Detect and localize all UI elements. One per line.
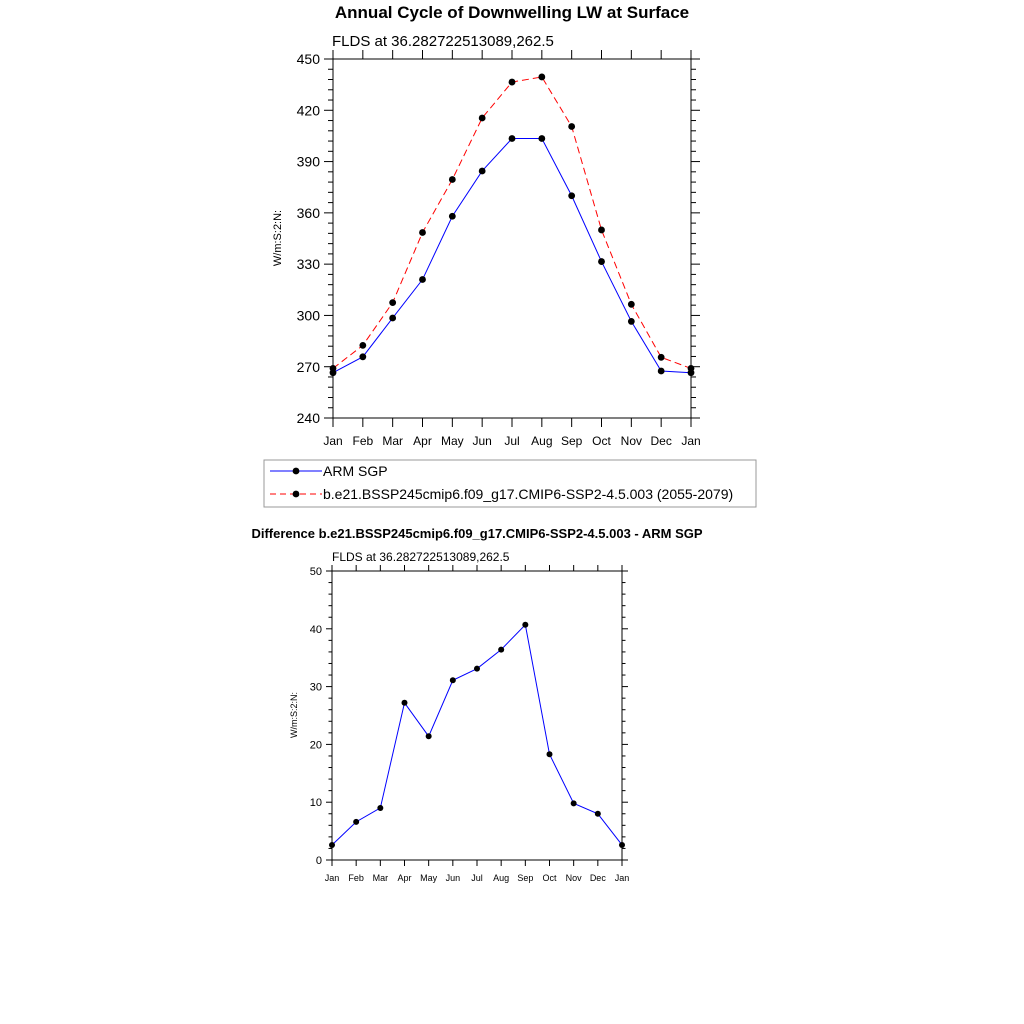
x-tick-label: Jan <box>324 873 340 883</box>
data-point-series-1 <box>426 733 432 739</box>
data-point-series-2 <box>598 227 605 234</box>
x-tick-label: Jul <box>504 434 520 448</box>
data-point-series-1 <box>595 811 601 817</box>
x-tick-label: Dec <box>650 434 672 448</box>
data-point-series-1 <box>628 318 635 325</box>
data-point-series-1 <box>419 276 426 283</box>
x-tick-label: Sep <box>560 434 583 448</box>
x-tick-label: Jun <box>472 434 492 448</box>
data-point-series-1 <box>479 168 486 175</box>
x-tick-label: Feb <box>348 873 364 883</box>
data-point-series-1 <box>571 800 577 806</box>
legend-marker-series-2 <box>293 491 300 498</box>
x-tick-label: Mar <box>372 873 389 883</box>
data-point-series-1 <box>329 842 335 848</box>
data-point-series-1 <box>522 622 528 628</box>
y-tick-label: 30 <box>309 681 322 694</box>
chart-title: Annual Cycle of Downwelling LW at Surface <box>334 3 690 22</box>
data-point-series-2 <box>538 74 545 81</box>
x-tick-label: Jan <box>323 434 343 448</box>
x-tick-label: Aug <box>493 873 510 883</box>
data-point-series-1 <box>402 700 408 706</box>
x-tick-label: Nov <box>620 434 643 448</box>
data-point-series-2 <box>509 79 516 86</box>
data-point-series-1 <box>377 805 383 811</box>
data-point-series-2 <box>330 365 337 372</box>
legend-label-series-2: b.e21.BSSP245cmip6.f09_g17.CMIP6-SSP2-4.5.003 (2055-2079) <box>323 486 734 502</box>
x-tick-label: Nov <box>565 873 582 883</box>
data-point-series-1 <box>619 842 625 848</box>
x-tick-label: Mar <box>382 434 404 448</box>
data-point-series-1 <box>359 353 366 360</box>
data-point-series-1 <box>474 666 480 672</box>
x-tick-label: May <box>420 873 438 883</box>
y-tick-label: 10 <box>309 797 322 810</box>
data-point-series-2 <box>658 354 665 361</box>
data-point-series-1 <box>389 315 396 322</box>
x-tick-label: Sep <box>517 873 534 883</box>
y-tick-label: 360 <box>296 204 320 221</box>
data-point-series-2 <box>449 176 456 183</box>
difference-y-axis-label: W/m:S:2:N: <box>289 691 299 739</box>
x-tick-label: Apr <box>413 434 432 448</box>
series-line-2 <box>333 77 691 368</box>
y-tick-label: 20 <box>309 739 322 752</box>
x-tick-label: Feb <box>352 434 374 448</box>
x-tick-label: Jul <box>471 873 483 883</box>
y-tick-label: 270 <box>296 358 320 375</box>
data-point-series-1 <box>498 647 504 653</box>
data-point-series-1 <box>598 258 605 265</box>
y-tick-label: 40 <box>309 623 322 636</box>
plot-frame <box>332 571 622 860</box>
y-tick-label: 240 <box>296 410 320 427</box>
series-line-1 <box>332 625 622 845</box>
data-point-series-1 <box>538 135 545 142</box>
y-tick-label: 300 <box>296 307 320 324</box>
data-point-series-2 <box>568 123 575 130</box>
data-point-series-2 <box>389 299 396 306</box>
x-tick-label: Jan <box>681 434 701 448</box>
legend <box>264 460 756 507</box>
legend-label-series-1: ARM SGP <box>323 463 388 479</box>
data-point-series-1 <box>509 135 516 142</box>
x-tick-label: Dec <box>589 873 606 883</box>
y-tick-label: 450 <box>296 51 320 68</box>
data-point-series-2 <box>628 301 635 308</box>
x-tick-label: Aug <box>531 434 553 448</box>
chart-subtitle: FLDS at 36.282722513089,262.5 <box>332 33 554 50</box>
x-tick-label: May <box>440 434 464 448</box>
x-tick-label: Jan <box>614 873 630 883</box>
x-tick-label: Apr <box>397 873 412 883</box>
data-point-series-2 <box>479 115 486 122</box>
y-tick-label: 0 <box>315 854 322 867</box>
data-point-series-1 <box>658 368 665 375</box>
x-tick-label: Jun <box>445 873 461 883</box>
x-tick-label: Oct <box>592 434 611 448</box>
y-axis-label: W/m:S:2:N: <box>272 209 284 267</box>
legend-marker-series-1 <box>293 468 300 475</box>
data-point-series-1 <box>568 192 575 199</box>
plot-area-top <box>297 50 701 448</box>
plot-frame <box>333 59 691 418</box>
data-point-series-1 <box>450 677 456 683</box>
difference-chart-title: Difference b.e21.BSSP245cmip6.f09_g17.CMIP6-SSP2-4.5.003 - ARM SGP <box>251 526 703 541</box>
y-tick-label: 330 <box>296 256 320 273</box>
data-point-series-2 <box>688 365 695 372</box>
y-tick-label: 50 <box>309 565 322 578</box>
data-point-series-1 <box>353 819 359 825</box>
data-point-series-2 <box>419 229 426 236</box>
plot-area-bottom <box>310 565 630 883</box>
y-tick-label: 420 <box>296 102 320 119</box>
series-line-1 <box>333 138 691 372</box>
x-tick-label: Oct <box>542 873 557 883</box>
y-tick-label: 390 <box>296 153 320 170</box>
difference-chart-subtitle: FLDS at 36.282722513089,262.5 <box>332 550 510 564</box>
data-point-series-1 <box>449 213 456 220</box>
data-point-series-1 <box>547 751 553 757</box>
data-point-series-2 <box>359 342 366 349</box>
